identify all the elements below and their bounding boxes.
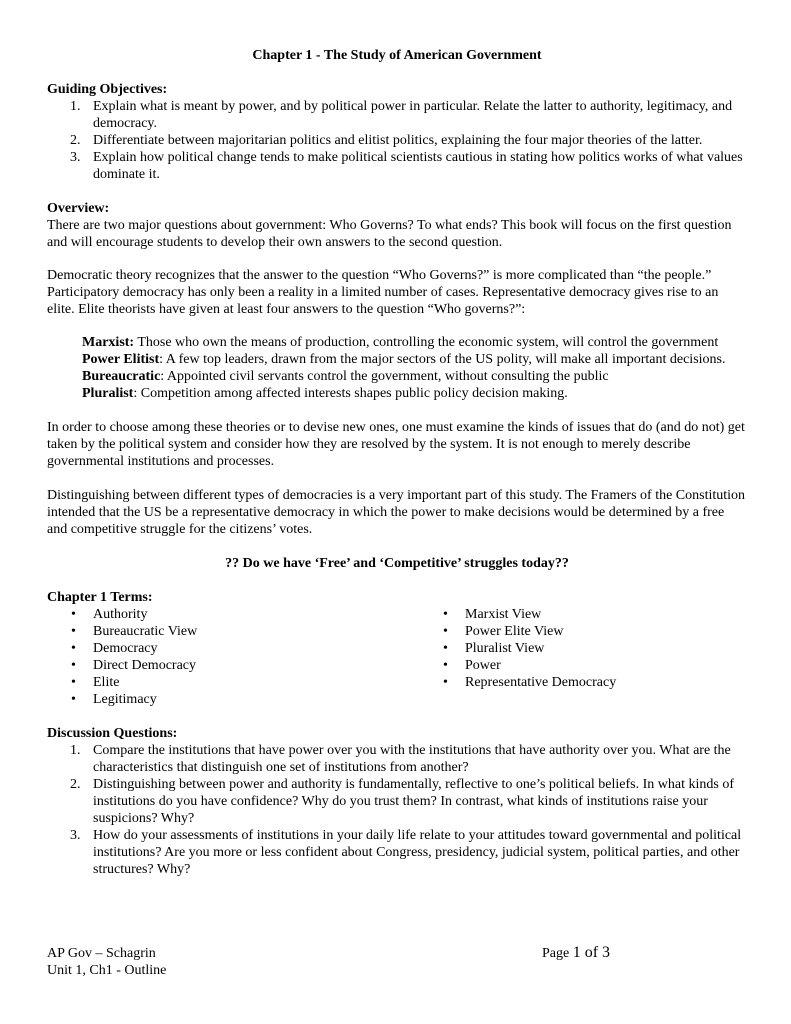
term-text: Power (465, 658, 501, 673)
footer-course: AP Gov – Schagrin (47, 946, 156, 961)
term-text: Marxist View (465, 607, 542, 622)
theory-name: Power Elitist (82, 352, 160, 367)
theory-text: : Competition among affected interests shapes public policy decision making. (133, 386, 568, 401)
footer-unit: Unit 1, Ch1 - Outline (47, 963, 167, 978)
bullet-icon: • (71, 658, 76, 673)
term-text: Elite (93, 675, 120, 690)
theory-name: Bureaucratic (82, 369, 161, 384)
central-question: ?? Do we have ‘Free’ and ‘Competitive’ struggles today?? (225, 556, 569, 571)
objective-item (47, 98, 747, 132)
term-text: Pluralist View (465, 641, 545, 656)
footer-course-info (47, 945, 166, 979)
page-of-label: of (580, 944, 603, 961)
overview-paragraph: In order to choose among these theories or to devise new ones, one must examine the kinds of issues that do (and do not) get taken by the political system and consider how they are resolved by the system. It is not enough to merely describe governmental institutions and processes. (47, 420, 745, 469)
discussion-list (47, 742, 747, 878)
term-text: Direct Democracy (93, 658, 196, 673)
terms-columns (47, 606, 747, 708)
term-item (419, 606, 616, 623)
term-item (419, 657, 616, 674)
theory-name: Pluralist (82, 386, 134, 401)
objective-text: Explain what is meant by power, and by political power in particular. Relate the latter to authority, legitimacy, and democracy. (93, 99, 733, 131)
discussion-text: Compare the institutions that have power over you with the institutions that have authority over you. What are the characteristics that distinguish one set of institutions from another? (93, 743, 731, 775)
list-number: 3. (70, 150, 81, 165)
bullet-icon: • (71, 692, 76, 707)
discussion-item (47, 827, 747, 878)
list-number: 1. (70, 743, 81, 758)
bullet-icon: • (71, 641, 76, 656)
bullet-icon: • (71, 624, 76, 639)
term-item (419, 623, 616, 640)
objective-text: Differentiate between majoritarian politics and elitist politics, explaining the four major theories of the latter. (93, 133, 703, 148)
objective-item (47, 149, 747, 183)
term-item (419, 640, 616, 657)
page-number (542, 944, 610, 962)
term-text: Authority (93, 607, 148, 622)
objective-text: Explain how political change tends to make political scientists cautious in stating how politics works of what values dominate it. (93, 150, 743, 182)
theory-text: : A few top leaders, drawn from the major sectors of the US polity, will make all important decisions. (159, 352, 726, 367)
overview-paragraph: Distinguishing between different types of democracies is a very important part of this study. The Framers of the Constitution intended that the US be a representative democracy in which the power to make decisions would be determined by a free and competitive struggle for the citizens’ votes. (47, 488, 746, 537)
term-text: Representative Democracy (465, 675, 617, 690)
bullet-icon: • (443, 641, 448, 656)
overview-paragraph: There are two major questions about government: Who Governs? To what ends? This book will focus on the first question and will encourage students to develop their own answers to the second question. (47, 218, 732, 250)
list-number: 1. (70, 99, 81, 114)
page-total: 3 (602, 944, 611, 961)
bullet-icon: • (443, 607, 448, 622)
term-item (419, 674, 616, 691)
objectives-heading: Guiding Objectives: (47, 82, 168, 97)
terms-heading: Chapter 1 Terms: (47, 590, 153, 605)
list-number: 2. (70, 777, 81, 792)
term-text: Legitimacy (93, 692, 157, 707)
overview-heading: Overview: (47, 201, 110, 216)
theory-name: Marxist: (82, 335, 135, 350)
theory-text: Those who own the means of production, controlling the economic system, will control the government (134, 335, 719, 350)
list-number: 2. (70, 133, 81, 148)
theory-item (82, 368, 747, 385)
objective-item (47, 132, 747, 149)
bullet-icon: • (71, 607, 76, 622)
term-text: Democracy (93, 641, 158, 656)
theory-text: : Appointed civil servants control the government, without consulting the public (160, 369, 609, 384)
term-item (47, 674, 419, 691)
bullet-icon: • (71, 675, 76, 690)
bullet-icon: • (443, 624, 448, 639)
theory-item (82, 385, 747, 402)
theory-item (82, 334, 747, 351)
term-text: Bureaucratic View (93, 624, 198, 639)
page-title: Chapter 1 - The Study of American Government (252, 48, 542, 63)
objectives-list (47, 98, 747, 183)
document-page (47, 47, 747, 878)
term-text: Power Elite View (465, 624, 564, 639)
term-item (47, 640, 419, 657)
term-item (47, 606, 419, 623)
discussion-item (47, 742, 747, 776)
terms-list-right (419, 606, 616, 708)
page-current: 1 (572, 944, 581, 961)
theory-item (82, 351, 747, 368)
discussion-item (47, 776, 747, 827)
discussion-heading: Discussion Questions: (47, 726, 178, 741)
page-label: Page (542, 946, 573, 961)
list-number: 3. (70, 828, 81, 843)
term-item (47, 657, 419, 674)
overview-paragraph: Democratic theory recognizes that the answer to the question “Who Governs?” is more complicated than “the people.” Participatory democracy has only been a reality in a limited number of cases. Representative democracy gives rise to an elite. Elite theorists have given at least four answers to the question “Who governs?”: (47, 268, 719, 317)
terms-list-left (47, 606, 419, 708)
term-item (47, 691, 419, 708)
term-item (47, 623, 419, 640)
bullet-icon: • (443, 675, 448, 690)
elite-theories-list (47, 334, 747, 402)
discussion-text: How do your assessments of institutions in your daily life relate to your attitudes toward governmental and political institutions? Are you more or less confident about Congress, presidency, judicial system, political parties, and other structures? Why? (93, 828, 742, 877)
bullet-icon: • (443, 658, 448, 673)
discussion-text: Distinguishing between power and authority is fundamentally, reflective to one’s political beliefs. In what kinds of institutions do you have confidence? Why do you trust them? In contrast, what kinds of institutions raise your suspicions? Why? (93, 777, 734, 826)
